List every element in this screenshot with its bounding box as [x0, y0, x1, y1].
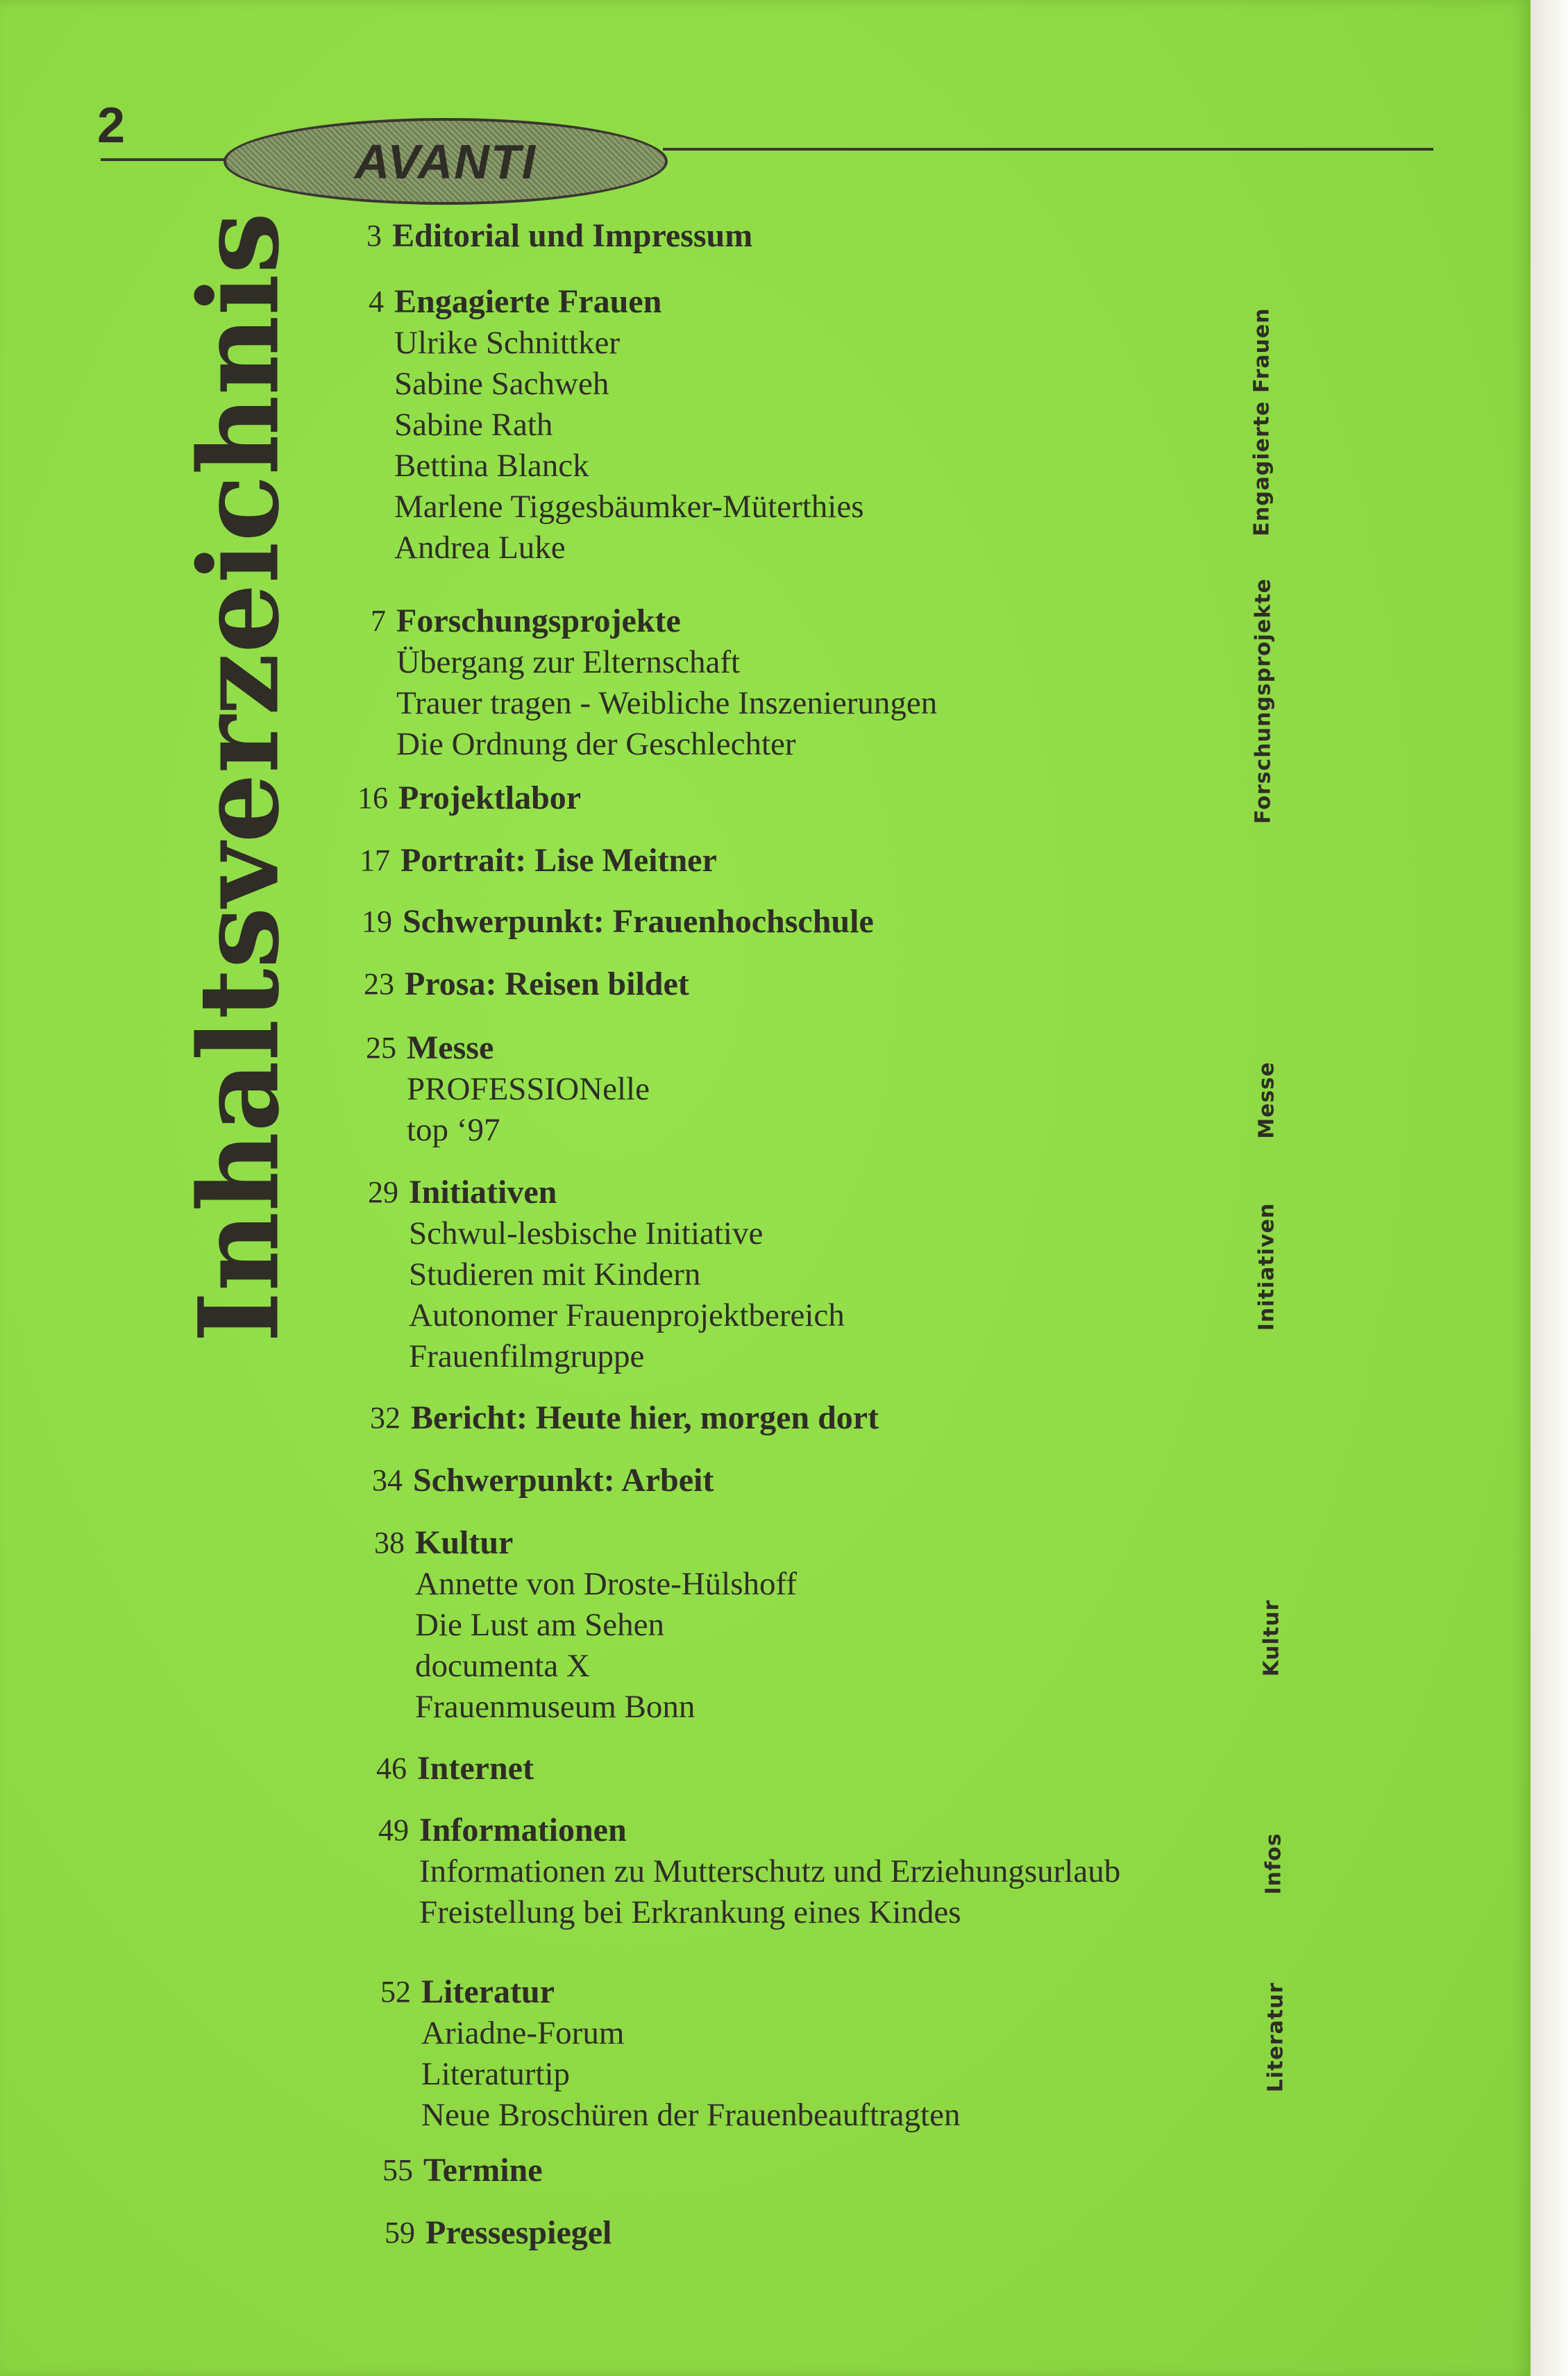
toc-subitem: Trauer tragen - Weibliche Inszenierungen — [396, 685, 938, 721]
toc-subitem: Übergang zur Elternschaft — [396, 644, 741, 680]
toc-page-number: 52 — [380, 1975, 411, 2009]
toc-page-number: 38 — [374, 1526, 405, 1560]
toc-entry — [326, 1460, 1284, 1501]
toc-subitem: Autonomer Frauenprojektbereich — [409, 1297, 845, 1333]
toc-heading: Schwerpunkt: Frauenhochschule — [403, 903, 874, 940]
toc-subitem: Frauenfilmgruppe — [409, 1338, 645, 1374]
toc-subitem: top ‘97 — [407, 1112, 500, 1148]
toc-entry — [328, 1522, 1286, 1728]
toc-heading: Prosa: Reisen bildet — [405, 966, 689, 1002]
toc-entry — [318, 963, 1276, 1005]
magazine-name: AVANTI — [354, 134, 537, 189]
toc-subitem: Die Lust am Sehen — [415, 1607, 664, 1643]
toc-heading: Messe — [407, 1029, 494, 1066]
toc-page-number: 32 — [370, 1401, 401, 1435]
toc-page-number: 55 — [382, 2153, 413, 2187]
toc-page-number: 16 — [357, 781, 388, 815]
toc-heading: Projektlabor — [398, 780, 582, 816]
toc-entry — [305, 215, 1263, 257]
toc-heading: Schwerpunkt: Arbeit — [413, 1462, 714, 1499]
toc-entry — [324, 1397, 1282, 1439]
toc-entry — [322, 1172, 1280, 1377]
toc-entry — [330, 1748, 1288, 1789]
toc-subitem: Sabine Sachweh — [394, 366, 609, 402]
toc-heading: Forschungsprojekte — [396, 603, 681, 639]
toc-page-number: 23 — [364, 967, 394, 1001]
toc-entry — [314, 840, 1272, 882]
toc-page-number: 29 — [368, 1175, 398, 1209]
toc-subitem: Annette von Droste-Hülshoff — [415, 1566, 797, 1602]
toc-heading: Termine — [423, 2152, 543, 2189]
toc-page-number: 25 — [366, 1031, 396, 1065]
toc-heading: Internet — [417, 1750, 534, 1787]
toc-subitem: Ariadne-Forum — [421, 2015, 625, 2051]
toc-entry — [310, 600, 1267, 765]
toc-page-number: 4 — [369, 285, 384, 319]
toc-entry — [316, 901, 1274, 943]
toc-heading: Portrait: Lise Meitner — [401, 842, 717, 879]
toc-entry — [337, 2150, 1295, 2191]
toc-subitem: Andrea Luke — [394, 530, 566, 566]
section-label-initiativen: Initiativen — [1254, 1202, 1279, 1331]
section-label-forschungsprojekte: Forschungsprojekte — [1251, 578, 1276, 824]
toc-page-number: 49 — [378, 1813, 409, 1847]
toc-entry — [332, 1810, 1290, 1933]
toc-entry — [307, 281, 1265, 568]
toc-page-number: 19 — [362, 904, 392, 938]
toc-heading: Bericht: Heute hier, morgen dort — [411, 1399, 879, 1436]
toc-heading: Pressespiegel — [425, 2214, 612, 2251]
toc-heading: Kultur — [415, 1524, 514, 1561]
toc-entry — [320, 1027, 1278, 1151]
toc-entry — [312, 777, 1270, 819]
toc-subitem: Informationen zu Mutterschutz und Erziehungsurlaub — [419, 1853, 1121, 1889]
toc-subitem: Die Ordnung der Geschlechter — [396, 726, 796, 762]
magazine-logo-badge — [224, 118, 668, 205]
toc-subitem: documenta X — [415, 1648, 590, 1684]
section-label-kultur: Kultur — [1259, 1599, 1284, 1677]
toc-page-number: 59 — [385, 2216, 415, 2250]
section-label-messe: Messe — [1254, 1061, 1279, 1139]
section-label-infos: Infos — [1261, 1832, 1286, 1895]
page-number: 2 — [97, 98, 126, 153]
toc-subitem: Ulrike Schnittker — [394, 325, 621, 361]
header-rule-left — [101, 158, 229, 161]
toc-subitem: Freistellung bei Erkrankung eines Kindes — [419, 1894, 961, 1930]
toc-page-number: 34 — [372, 1463, 403, 1497]
toc-subitem: Schwul-lesbische Initiative — [409, 1215, 764, 1252]
toc-page-number: 3 — [366, 219, 382, 253]
toc-heading: Informationen — [419, 1812, 627, 1848]
toc-entry — [335, 1971, 1292, 2136]
toc-heading: Editorial und Impressum — [392, 217, 753, 254]
header-rule-right — [663, 148, 1433, 151]
toc-heading: Engagierte Frauen — [394, 283, 662, 320]
toc-heading: Initiativen — [409, 1174, 557, 1211]
toc-subitem: Sabine Rath — [394, 407, 553, 443]
toc-subitem: Literaturtip — [421, 2056, 571, 2092]
toc-subitem: Neue Broschüren der Frauenbeauftragten — [421, 2097, 961, 2133]
toc-subitem: Marlene Tiggesbäumker-Müterthies — [394, 489, 864, 525]
page-edge — [1531, 0, 1568, 2376]
section-label-literatur: Literatur — [1263, 1982, 1288, 2093]
section-label-engagierte-frauen: Engagierte Frauen — [1249, 307, 1274, 537]
side-title: Inhaltsverzeichnis — [175, 212, 304, 1343]
toc-subitem: Studieren mit Kindern — [409, 1256, 701, 1292]
toc-page-number: 17 — [360, 843, 390, 877]
toc-heading: Literatur — [421, 1973, 555, 2010]
toc-entry — [339, 2212, 1297, 2254]
toc-subitem: PROFESSIONelle — [407, 1071, 650, 1107]
toc-subitem: Bettina Blanck — [394, 448, 589, 484]
toc-page-number: 46 — [376, 1751, 407, 1785]
toc-page-number: 7 — [371, 604, 386, 638]
toc-subitem: Frauenmuseum Bonn — [415, 1689, 696, 1725]
